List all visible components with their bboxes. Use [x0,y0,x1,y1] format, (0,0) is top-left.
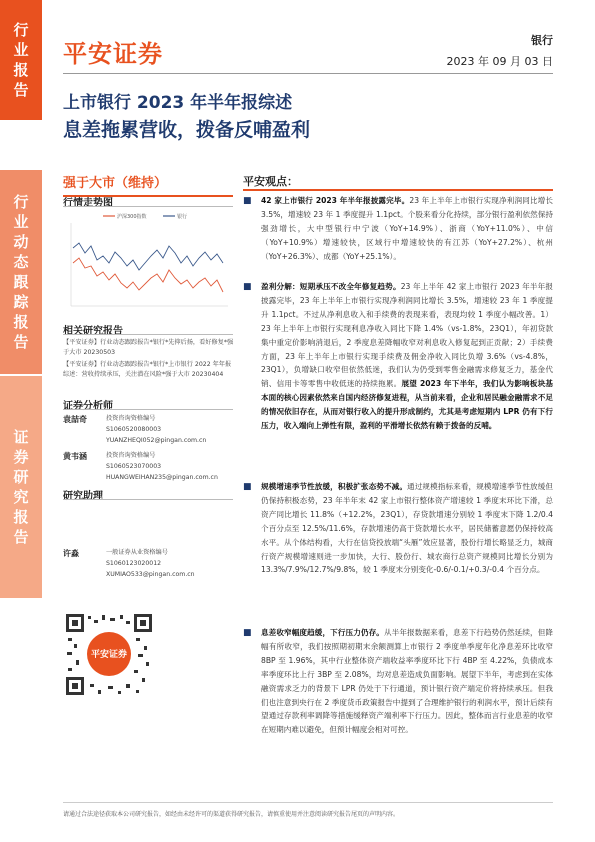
sidebar-char: 踪 [13,293,29,311]
divider [63,334,233,335]
sidebar-char: 券 [13,448,29,466]
divider [63,499,233,500]
industry-label: 银行 [531,34,553,47]
related-report-item[interactable]: 【平安证券】行业动态跟踪报告*银行*上市银行 2022 年年报综述：营收持续承压，关注潜在风险*强于大市 20230404 [63,361,232,378]
series-bank-line [73,243,223,270]
paragraph-body: 从半年报数据来看，息差下行趋势仍然延续，但降幅有所收窄，我们按照期初期末余额测算上市银行 2 季度单季度年化净息差环比收窄 8BP 至 1.96%，其中行业整体资产端收益率季度环比下行 4BP 至 4.22%，负债成本率季度环比上行 3BP 至 2.08%，均对息差造成负面影响。展望下半年，考虑到在实体融资需求乏力的背景下 LPR 仍处于下行通道，预计银行资产端定价将持续承压。但我们也注意到央行在 2 季度货币政策报告中提到了合理维护银行的利润水平，预计后续有望通过存款利率调降等措施缓释资产端利率下行压力。因此，整体而言行业息差的收窄在短期内难以避免，但预计幅度会相对可控。 [261,628,553,735]
sidebar-char: 告 [13,81,29,99]
paragraph-body: 23 年上半年 42 家上市银行 2023 年半年报披露完毕，23 年上半年上市银行实现净利润同比增长 3.5%，增速较 23 年 1 季度提升 1.1pct。不过从净利息收入和手续费的表现来看，表现均较 1 季度小幅改善。1）23 年上半年上市银行实现利息净收入同比下降 1.4%（vs-1.8%，23Q1），年初贷款集中重定价影响消退后，2 季度息差降幅收窄对利息收入修复起到正贡献；2）手续费方面，23 年上半年上市银行实现手续费及佣金净收入同比负增 3.6%（vs-4.8%，23Q1），负增缺口收窄但依然低迷，我们认为仍受到零售金融需求修复乏力，基金代销、信用卡等零售中收低迷的持续拖累。 [261,282,554,389]
sidebar-char: 报 [13,313,29,331]
qr-logo-text: 平安证券 [90,650,128,660]
analyst-cert-number: S1060523070003 [106,463,162,470]
analyst-info [106,413,206,446]
trend-chart-label: 行情走势图 [63,198,113,209]
sidebar-band-report-category [0,170,42,374]
paragraph-lead: 息差收窄幅度趋缓，下行压力仍存。 [261,628,384,637]
viewpoint-paragraph [261,280,553,433]
analyst-cert-label: 投资咨询资格编号 [106,452,156,459]
sidebar-char: 证 [13,428,29,446]
sidebar-char: 行 [13,193,29,211]
sidebar-band-report-type [0,0,42,120]
paragraph-body: 通过规模指标来看，规模增速季节性放缓但仍保持积极态势，23 年半年末 42 家上市银行整体资产增速较 1 季度末环比下滑，总资产同比增长 11.8%（+12.2%，23Q1），存贷款增速分别较 1 季度末下降 1.2/0.4 个百分点至 12.5%/11.6%，存款增速仍高于贷款增长水平，居民储蓄意愿仍保持较高水平。从个体结构看，大行在信贷投放端“头雁”效应显著，股份行增长略显乏力，城商行资产规模增速则进一步加快，大行、股份行、城农商行总资产规模同比增长分别为 13.3%/7.9%/12.7%/9.8%，较 1 季度末分别变化-0.6/-0.1/+0.3/-0.4 个百分点。 [261,482,553,575]
report-title: 上市银行 2023 年半年报综述 [63,93,293,113]
legend-label-bank: 银行 [177,214,188,220]
sidebar-char: 业 [13,213,29,231]
sidebar-char: 告 [13,333,29,351]
footer-disclaimer: 请通过合法途径获取本公司研究报告，如经由未经许可的渠道获得研究报告，请慎重使用并注意阅读研究报告尾页的声明内容。 [63,802,553,818]
analyst-info [106,450,218,483]
assistant-email[interactable]: XUMIAO533@pingan.com.cn [106,571,195,578]
qr-code-svg [64,612,154,697]
related-reports-label: 相关研究报告 [63,326,123,337]
rating-label: 强于大市（维持） [63,172,233,197]
assistant-name: 许淼 [63,549,79,558]
series-index-line [73,258,223,292]
divider [63,206,233,207]
bullet-icon: ■ [243,196,252,206]
sidebar-char: 究 [13,488,29,506]
related-report-item[interactable]: 【平安证券】行业动态跟踪报告*银行*先抑后扬，看好修复*强于大市 20230503 [63,339,234,356]
trend-chart [63,208,233,313]
analysts-label: 证券分析师 [63,401,113,412]
sidebar-char: 跟 [13,273,29,291]
assistants-label: 研究助理 [63,491,103,502]
header-divider [63,73,553,74]
analyst-email[interactable]: HUANGWEIHAN235@pingan.com.cn [106,474,218,481]
viewpoint-paragraph [261,480,553,577]
assistant-cert-number: S1060123020012 [106,560,162,567]
report-date: 2023 年 09 月 03 日 [446,55,553,68]
viewpoint-divider [243,189,553,191]
assistant-cert-label: 一般证券从业资格编号 [106,549,168,556]
legend-label-index: 沪深300指数 [117,214,147,220]
sidebar-char: 行 [13,21,29,39]
assistant-info [106,547,195,580]
viewpoint-paragraph [261,626,553,737]
analyst-name: 黄韦涵 [63,452,87,461]
sidebar-band-research [0,376,42,598]
bullet-icon: ■ [243,628,252,638]
sidebar-char: 业 [13,41,29,59]
sidebar-char: 报 [13,508,29,526]
viewpoint-heading: 平安观点： [243,175,298,188]
bullet-icon: ■ [243,482,252,492]
paragraph-lead: 42 家上市银行 2023 年半年报披露完毕。 [261,196,410,205]
report-subtitle: 息差拖累营收，拨备反哺盈利 [63,119,311,141]
paragraph-lead: 规模增速季节性放缓，积极扩张态势不减。 [261,482,408,491]
sidebar-char: 态 [13,253,29,271]
paragraph-conclusion: 展望 2023 年下半年，我们认为影响板块基本面的核心因素依然来自国内经济修复进程，从当前来看，企业和居民融金融需求不足的情况依旧存在，从而对银行收入的提升形成制约，尤其是考虑短期内 LPR 仍有下行压力，收入端向上弹性有限，盈利的平滑增长依然有赖于拨备的反哺。 [261,379,554,431]
paragraph-lead: 盈利分解：短期承压不改全年修复趋势。 [261,282,401,291]
analyst-cert-number: S1060520080003 [106,426,162,433]
analyst-email[interactable]: YUANZHEQI052@pingan.com.cn [106,437,207,444]
company-logo: 平安证券 [63,40,163,68]
viewpoint-paragraph [261,194,553,264]
trend-chart-svg [63,208,233,313]
sidebar-char: 研 [13,468,29,486]
qr-code[interactable] [64,612,154,697]
sidebar-char: 动 [13,233,29,251]
paragraph-body: 23 年上半年上市银行实现净利润同比增长 3.5%，增速较 23 年 1 季度提升 1.1pct。个股来看分化持续，部分银行盈利依然保持强劲增长，大中型银行中宁波（YoY+14.9%）、浙商（YoY+11.0%）、中信（YoY+10.9%）增速较快，区域行中增速较快的有江苏（YoY+27.2%）、杭州（YoY+26.3%）、成都（YoY+25.1%）。 [261,196,553,261]
sidebar-char: 告 [13,528,29,546]
divider [63,409,233,410]
analyst-cert-label: 投资咨询资格编号 [106,415,156,422]
analyst-name: 袁喆奇 [63,415,87,424]
sidebar-char: 报 [13,61,29,79]
bullet-icon: ■ [243,282,252,292]
